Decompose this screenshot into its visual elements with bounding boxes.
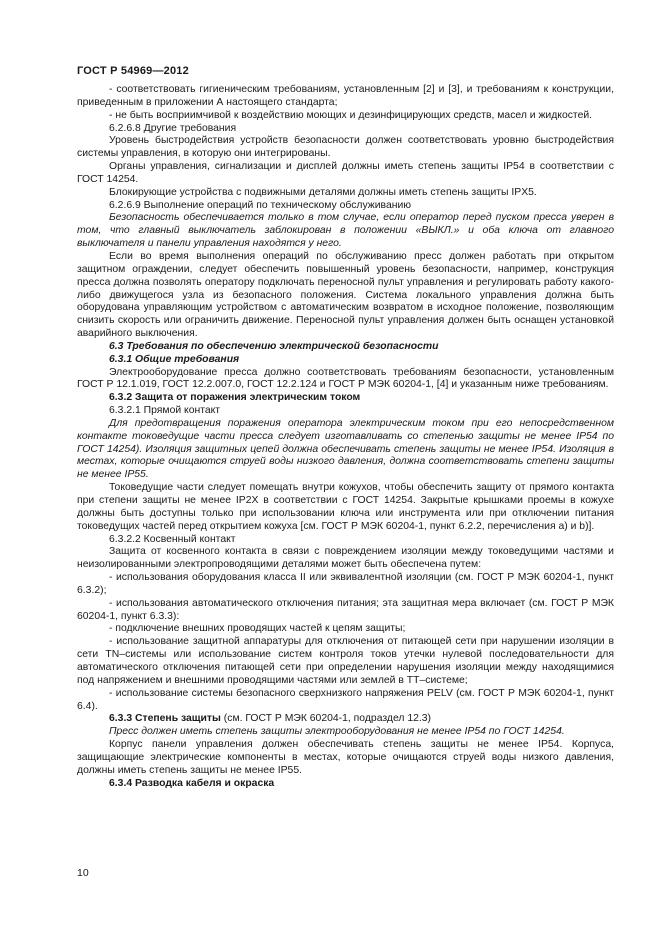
list-item: - использование системы безопасного сверхнизкого напряжения PELV (см. ГОСТ Р МЭК 60204-1, пункт 6.4).: [77, 687, 614, 712]
paragraph: - соответствовать гигиеническим требованиям, установленным [2] и [3], и требованиям к конструкции, приведенным в приложении А настоящего стандарта;: [77, 84, 614, 108]
section-heading: 6.3.2.2 Косвенный контакт: [109, 533, 236, 545]
subsection-heading: 6.3.2 Защита от поражения электрическим током: [109, 392, 361, 404]
paragraph: Если во время выполнения операций по обслуживанию пресс должен работать при открытом защитном ограждении, следует обеспечить повышенный уровень безопасности, например, конструкция пресса должна позволять оператору подключать переносной пульт управления и регулировать работу какого-либо движущегося узла из безопасного положения. Система локального управления должна быть оборудована управляющим устройством с автоматическим возвратом в исходное положение, позволяющим снизить скорость или ограничить движение. Переносной пульт управления должен быть оснащен установкой аварийного выключения.: [77, 250, 614, 340]
italic-paragraph: Безопасность обеспечивается только в том случае, если оператор перед пуском пресса уверен в том, что главный выключатель заблокирован в положении «ВЫКЛ.» и оба ключа от главного выключателя и панели управления находятся у него.: [77, 212, 614, 250]
italic-paragraph: Пресс должен иметь степень защиты электрооборудования не менее IP54 по ГОСТ 14254.: [109, 726, 565, 738]
subsection-heading: 6.3.3 Степень защиты: [109, 713, 221, 725]
heading-reference: (см. ГОСТ Р МЭК 60204-1, подраздел 12.3): [220, 713, 432, 725]
italic-paragraph: Для предотвращения поражения оператора электрическим током при его непосредственном контакте токоведущие части пресса следует изготавливать со степенью защиты не менее IP54 по ГОСТ 14254). Изоляция защитных цепей должна обеспечивать степень защиты не менее IP54. Изоляция в местах, которые очищаются струей воды низкого давления, должна соответствовать степени защиты не менее IP55.: [77, 417, 614, 481]
subsection-heading: 6.3.4 Разводка кабеля и окраска: [109, 777, 275, 789]
section-heading: 6.3.2.1 Прямой контакт: [109, 405, 221, 417]
paragraph: Корпус панели управления должен обеспечивать степень защиты не менее IP54. Корпуса, защищающие электрические компоненты в местах, которые очищаются струей воды низкого давления, должны иметь степень защиты не менее IP55.: [77, 739, 614, 776]
paragraph: - не быть восприимчивой к воздействию моющих и дезинфицирующих средств, масел и жидкостей.: [109, 109, 593, 121]
list-item: - использования автоматического отключения питания; эта защитная мера включает (см. ГОСТ Р МЭК 60204-1, пункт 6.3.3):: [77, 597, 614, 622]
paragraph: Блокирующие устройства с подвижными деталями должны иметь степень защиты IPX5.: [109, 186, 537, 198]
list-item: - использование защитной аппаратуры для отключения от питающей сети при нарушении изоляции в сети TN–системы или использование систем контроля токов утечки нулевой последовательности для автоматического отключения питающей сети при определении нарушения изоляции между находящимися под напряжением и внешними проводящими частями или землей в TT–системе;: [77, 636, 614, 686]
paragraph: Органы управления, сигнализации и дисплей должны иметь степень защиты IP54 в соответствии с ГОСТ 14254.: [77, 161, 614, 185]
body-text: [77, 84, 614, 790]
list-item: - подключение внешних проводящих частей к цепям защиты;: [109, 623, 406, 635]
page-number: 10: [77, 867, 89, 879]
paragraph: Уровень быстродействия устройств безопасности должен соответствовать уровню быстродействия системы управления, в которую они интегрированы.: [77, 135, 614, 160]
section-heading: 6.2.6.9 Выполнение операций по техническому обслуживанию: [109, 199, 412, 211]
list-item: - использования оборудования класса II или эквивалентной изоляции (см. ГОСТ Р МЭК 60204-1, пункт 6.3.2);: [77, 572, 614, 596]
section-heading: 6.2.6.8 Другие требования: [109, 122, 237, 134]
paragraph: Электрооборудование пресса должно соответствовать требованиям безопасности, установленным ГОСТ Р 12.1.019, ГОСТ 12.2.007.0, ГОСТ 12.2.124 и ГОСТ Р МЭК 60204-1, [4] и указанным ниже требованиям.: [77, 366, 614, 391]
document-header: ГОСТ Р 54969—2012: [77, 65, 189, 77]
section-heading: 6.3 Требования по обеспечению электрической безопасности: [109, 340, 439, 352]
paragraph: Токоведущие части следует помещать внутри кожухов, чтобы обеспечить защиту от прямого контакта при степени защиты не менее IP2X в соответствии с ГОСТ 14254. Закрытые крышками проемы в кожухе должны быть доступны только при использовании ключа или инструмента или при отключении питания токоведущих частей перед открытием кожуха [см. ГОСТ Р МЭК 60204-1, пункт 6.2.2, перечисления а) и b)].: [77, 482, 614, 532]
subsection-heading-line: [77, 713, 614, 726]
paragraph: Защита от косвенного контакта в связи с повреждением изоляции между токоведущими частями и неизолированными электропроводящими деталями может быть обеспечена путем:: [77, 546, 614, 571]
subsection-heading: 6.3.1 Общие требования: [109, 353, 240, 365]
